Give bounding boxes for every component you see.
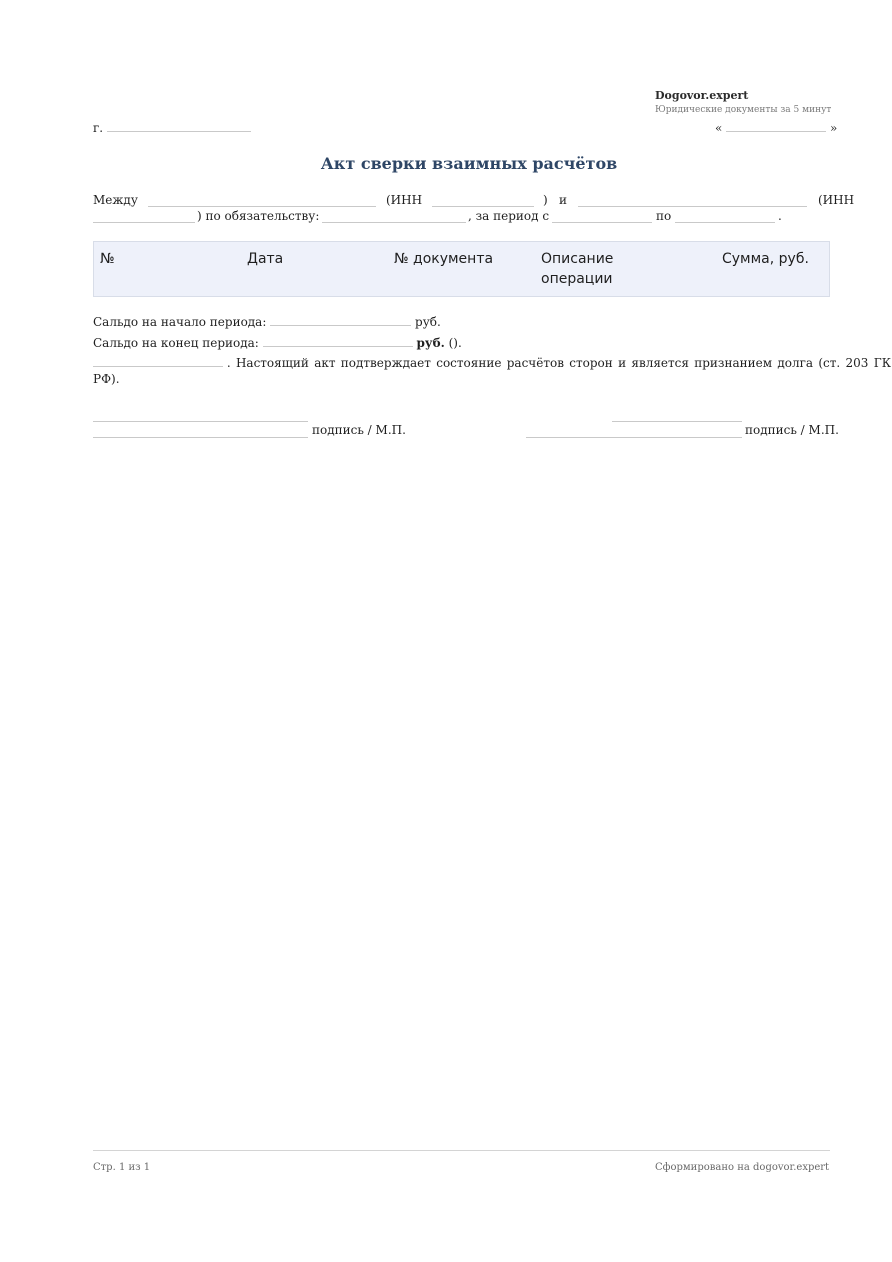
balance-start-line <box>93 315 441 329</box>
parties-inn-open: (ИНН <box>386 193 423 207</box>
date-close-quote: » <box>830 121 838 135</box>
footer-generated: Сформировано на dogovor.expert <box>655 1162 830 1173</box>
balance-start-unit: руб. <box>415 315 441 329</box>
balance-end-line <box>93 336 462 350</box>
balance-end-field[interactable] <box>263 336 413 347</box>
statement-line <box>93 356 891 370</box>
parties-obligation: ) по обязательству: <box>197 209 320 223</box>
balance-end-tail: (). <box>448 336 462 350</box>
date-field[interactable] <box>726 121 826 132</box>
left-signature-label: подпись / М.П. <box>312 423 406 437</box>
col-description: Описание операции <box>541 251 614 287</box>
left-sign-name-field[interactable] <box>93 411 308 422</box>
parties-period-from: , за период с <box>468 209 550 223</box>
right-sign-name-field[interactable] <box>612 411 742 422</box>
parties-end: . <box>778 209 782 223</box>
table-header-row <box>94 242 830 297</box>
statement-field[interactable] <box>93 356 223 367</box>
date-open-quote: « <box>715 121 723 135</box>
statement-text: . Настоящий акт подтверждает состояние расчётов сторон и является признанием долга (ст. 203 ГК <box>226 356 891 370</box>
parties-period-to: по <box>656 209 672 223</box>
party1-name-field[interactable] <box>148 196 376 207</box>
city-line <box>93 121 251 135</box>
parties-between: Между <box>93 193 138 207</box>
parties-and: и <box>559 193 567 207</box>
right-signature-field[interactable] <box>526 427 742 438</box>
period-from-field[interactable] <box>552 212 652 223</box>
col-date: Дата <box>247 251 284 267</box>
period-to-field[interactable] <box>675 212 775 223</box>
obligation-field[interactable] <box>322 212 466 223</box>
statement-end: РФ). <box>93 372 120 386</box>
footer-divider <box>93 1150 830 1151</box>
right-signature-label: подпись / М.П. <box>745 423 839 437</box>
col-doc-number: № документа <box>394 251 494 267</box>
balance-start-label: Сальдо на начало периода: <box>93 315 267 329</box>
city-prefix: г. <box>93 121 104 135</box>
date-line <box>715 121 837 135</box>
document-title: Акт сверки взаимных расчётов <box>320 154 618 173</box>
brand-tagline: Юридические документы за 5 минут <box>655 105 832 115</box>
party2-inn-field[interactable] <box>93 212 195 223</box>
party1-inn-field[interactable] <box>432 196 534 207</box>
brand-block <box>655 89 831 115</box>
parties-close: ) <box>543 193 548 207</box>
parties-inn-open2: (ИНН <box>818 193 855 207</box>
left-signature-field[interactable] <box>93 427 308 438</box>
brand-name: Dogovor.expert <box>655 89 749 102</box>
balance-end-label: Сальдо на конец периода: <box>93 336 259 350</box>
balance-start-field[interactable] <box>270 315 411 326</box>
party2-name-field[interactable] <box>578 196 807 207</box>
col-number: № <box>100 251 115 267</box>
city-field[interactable] <box>107 121 251 132</box>
footer-page: Стр. 1 из 1 <box>93 1162 151 1173</box>
col-amount: Сумма, руб. <box>722 251 809 267</box>
balance-end-unit: руб. <box>416 336 445 350</box>
reconciliation-table <box>93 241 830 297</box>
